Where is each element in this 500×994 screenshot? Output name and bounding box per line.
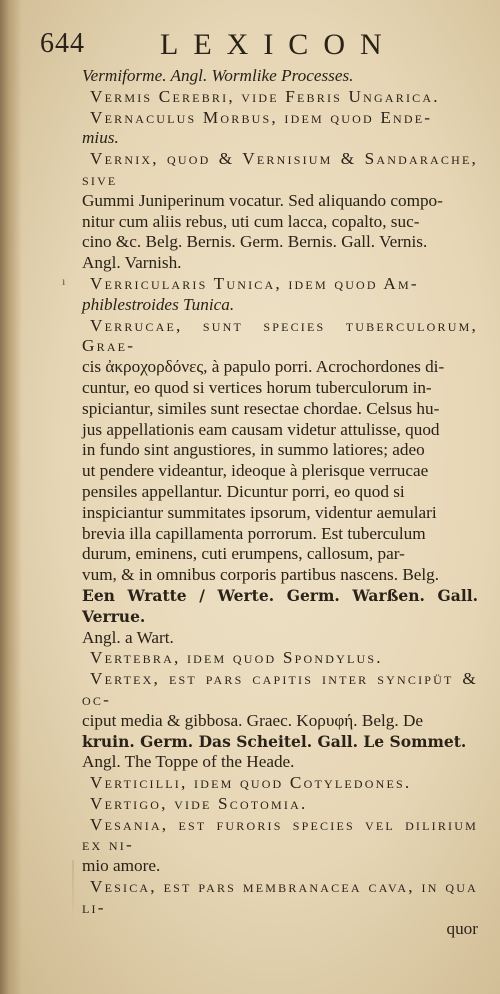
paper-crease bbox=[72, 860, 74, 920]
entry-line: cis ἀκροχορδόνες, à papulo porri. Acrochordones di- bbox=[82, 357, 445, 377]
margin-mark: ı bbox=[62, 274, 66, 288]
entry-vernix bbox=[82, 149, 478, 274]
entry-line: Gummi Juniperinum vocatur. Sed aliquando compo- bbox=[82, 190, 443, 210]
entry-verrucae bbox=[82, 316, 478, 649]
entry-line: mio amore. bbox=[82, 856, 161, 876]
page-gutter-shadow bbox=[0, 0, 22, 994]
entry-line: Angl. a Wart. bbox=[82, 627, 174, 647]
entry-line: cino &c. Belg. Bernis. Germ. Bernis. Gall. Vernis. bbox=[82, 232, 428, 252]
entry-line: Vesania, est furoris species vel dilirium ex ni- bbox=[82, 814, 478, 855]
entry-line: Vertigo, vide Scotomia. bbox=[90, 793, 308, 813]
entry-line: Vermis Cerebri, vide Febris Ungarica. bbox=[90, 86, 440, 106]
entry-line: brevia illa capillamenta porrorum. Est tuberculum bbox=[82, 523, 426, 543]
entry-line: cuntur, eo quod si vertices horum tuberculorum in- bbox=[82, 377, 432, 397]
entry-line: Angl. The Toppe of the Heade. bbox=[82, 752, 295, 772]
entry-line: Verrucae, sunt species tuberculorum, Grae- bbox=[82, 315, 478, 356]
running-title: LEXICON bbox=[160, 28, 397, 61]
entry-line: ut pendere videantur, ideoque à plerisque verrucae bbox=[82, 461, 429, 481]
entry-vesica bbox=[82, 877, 478, 939]
entry-line: durum, eminens, cuti erumpens, callosum, par- bbox=[82, 544, 405, 564]
entry-vesania bbox=[82, 815, 478, 877]
entry-line: jus appellationis eam causam videtur attulisse, quod bbox=[82, 419, 440, 439]
entry-line: Vernix, quod & Vernisium & Sandarache, sive bbox=[82, 149, 478, 189]
catchword: quor bbox=[446, 918, 478, 938]
entry-line: pensiles appellantur. Dicuntur porri, eo quod si bbox=[82, 481, 405, 501]
entry-line: Verricularis Tunica, idem quod Am- bbox=[90, 273, 419, 293]
entry-line: mius. bbox=[82, 128, 119, 148]
entry-line: Vermiforme. Angl. Wormlike Processes. bbox=[82, 66, 354, 85]
entry-vertebra bbox=[82, 648, 478, 669]
entry-line: in fundo sint angustiores, in summo latiores; adeo bbox=[82, 440, 425, 460]
entry-line: Verticilli, idem quod Cotyledones. bbox=[90, 773, 412, 793]
entry-line: nitur cum aliis rebus, uti cum lacca, copalto, suc- bbox=[82, 211, 420, 231]
entry-vernaculus bbox=[82, 108, 478, 150]
entry-line: ciput media & gibbosa. Graec. Κορυφή. Belg. De bbox=[82, 710, 423, 730]
entry-vertigo bbox=[82, 794, 478, 815]
entry-verricularis bbox=[82, 274, 478, 316]
entry-line: kruin. Germ. Das Scheitel. Gall. Le Sommet. bbox=[82, 731, 467, 751]
entry-line: Vernaculus Morbus, idem quod Ende- bbox=[90, 107, 433, 127]
entry-line: Angl. Varnish. bbox=[82, 253, 182, 273]
entry-line: Vesica, est pars membranacea cava, in qua li- bbox=[82, 877, 478, 917]
entry-line: Vertex, est pars capitis inter syncipüt & oc- bbox=[82, 669, 478, 709]
dictionary-body bbox=[82, 66, 478, 939]
entry-line: phiblestroides Tunica. bbox=[82, 294, 235, 314]
entry-vermiforme bbox=[82, 66, 478, 87]
entry-line: Een Wratte / Werte. Germ. Warßen. Gall. Verrue. bbox=[82, 585, 478, 626]
entry-line: Vertebra, idem quod Spondylus. bbox=[90, 648, 383, 668]
page-header bbox=[40, 28, 445, 68]
entry-line: inspiciantur summitates ipsorum, videntur aemulari bbox=[82, 502, 437, 522]
entry-vertex bbox=[82, 669, 478, 773]
entry-verticilli bbox=[82, 773, 478, 794]
entry-vermis-cerebri bbox=[82, 87, 478, 108]
entry-line: spiciantur, similes sunt resectae chordae. Celsus hu- bbox=[82, 398, 440, 418]
page-number: 644 bbox=[40, 28, 85, 59]
entry-line: vum, & in omnibus corporis partibus nascens. Belg. bbox=[82, 565, 440, 585]
